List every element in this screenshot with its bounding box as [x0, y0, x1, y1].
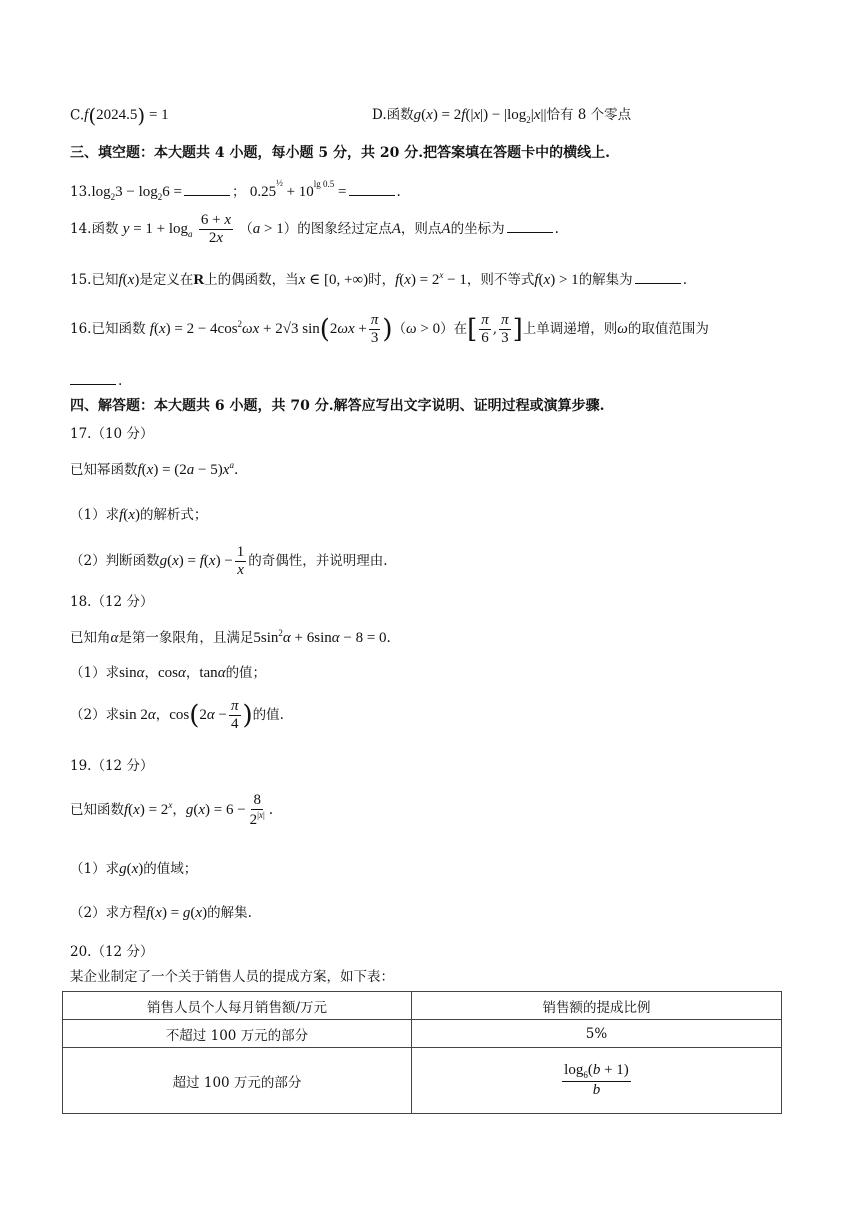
q18-part-1: （1）求sinα，cosα，tanα的值；: [70, 665, 267, 681]
q13-formula-2: $0.25^{\frac{1}{2}} + 10^{lg 0.5}$ =: [249, 178, 347, 200]
q19-header: 19.（12 分）: [70, 758, 154, 774]
q19-part-2: （2）求方程f(x) = g(x)的解集.: [70, 905, 252, 921]
table-cell-formula: $\frac{\log_6(b + 1)}{b}$: [412, 1048, 782, 1114]
option-d-formula: $g(x) = 2f(|x|) - |\log_2|x||$: [413, 107, 547, 125]
question-13: $13.\log_23 - \log_26$ = ； $0.25^{\frac{1}{2}} + 10^{lg 0.5}$ = .: [70, 178, 401, 202]
q13-blank-1: [184, 183, 230, 196]
q20-stem: 某企业制定了一个关于销售人员的提成方案，如下表：: [70, 969, 394, 985]
q18-header: 18.（12 分）: [70, 594, 154, 610]
q19-stem: 已知函数$f(x) = 2^x$，g(x) = 6 − $\frac{8}{2^{|x|}}$ .: [70, 792, 274, 828]
q18-part-2: （2）求sin 2α，cos(2α − $\frac{\pi}{4}$ )的值.: [70, 698, 284, 732]
question-15: 15.已知f(x)是定义在R上的偶函数，当x ∈ [0, +∞)时，$f(x) = 2^x - 1$，则不等式f(x) > 1的解集为 .: [70, 270, 687, 288]
table-cell: 不超过 100 万元的部分: [63, 1020, 412, 1048]
table-header-right: 销售额的提成比例: [412, 992, 782, 1020]
table-header-left: 销售人员个人每月销售额/万元: [63, 992, 412, 1020]
q20-header: 20.（12 分）: [70, 944, 154, 960]
table-row: [63, 1048, 782, 1114]
table-cell: 超过 100 万元的部分: [63, 1048, 412, 1114]
table-header-row: [63, 992, 782, 1020]
q15-blank: [635, 271, 681, 284]
q17-part-2: （2）判断函数g(x) = f(x) − $\frac{1}{x}$ 的奇偶性，并说明理由.: [70, 544, 388, 578]
table-row: [63, 1020, 782, 1048]
q19-part-1: （1）求g(x)的值域；: [70, 861, 198, 877]
option-d: D.函数$g(x) = 2f(|x|) - |\log_2|x||$恰有 8 个零点: [372, 107, 632, 125]
section4-heading: 四、解答题：本大题共 6 小题，共 70 分.解答应写出文字说明、证明过程或演算步骤.: [70, 398, 605, 414]
table-cell: 5%: [412, 1020, 782, 1048]
q14-formula: $y = 1 + \log_a$: [122, 220, 193, 239]
q18-stem: 已知角α是第一象限角，且满足$5\sin^2\alpha + 6\sin\alpha - 8 = 0$.: [70, 628, 391, 646]
question-14: 14.函数 $y = 1 + \log_a$ $\frac{6 + x}{2x}$ （a > 1）的图象经过定点A，则点A的坐标为 .: [70, 212, 559, 246]
q18-formula: $5\sin^2\alpha + 6\sin\alpha - 8 = 0$: [253, 628, 387, 646]
q17-formula: $f(x) = (2a - 5)x^a$: [137, 460, 234, 478]
q13-blank-2: [349, 183, 395, 196]
q16-formula: $f(x) = 2 - 4\cos^2\omega x + 2√3$ sin: [149, 318, 320, 337]
option-c-formula: f(2024.5) = 1: [84, 104, 169, 128]
option-c: C.f(2024.5) = 1: [70, 104, 169, 128]
q14-blank: [507, 220, 553, 233]
q14-fraction: $\frac{6 + x}{2x}$: [200, 212, 231, 246]
q17-header: 17.（10 分）: [70, 426, 154, 442]
section3-heading: 三、填空题：本大题共 4 小题，每小题 5 分，共 20 分.把答案填在答题卡中的横线上.: [70, 145, 610, 161]
q17-stem: 已知幂函数$f(x) = (2a - 5)x^a$.: [70, 460, 239, 478]
question-16: 16.已知函数 $f(x) = 2 - 4\cos^2\omega x + 2√3$ sin(2ωx + $\frac{\pi}{3}$ )（ω > 0）在[ $\frac{\pi}{6}$ , $\frac{\pi}{3}$ ]上单调递增，则ω的取值范围为: [70, 312, 709, 346]
q13-formula-1: $\log_23 - \log_26$ =: [91, 184, 183, 202]
q17-part-1: （1）求f(x)的解析式；: [70, 507, 208, 523]
q16-answer-blank: .: [70, 372, 122, 389]
commission-table: [62, 991, 782, 1114]
